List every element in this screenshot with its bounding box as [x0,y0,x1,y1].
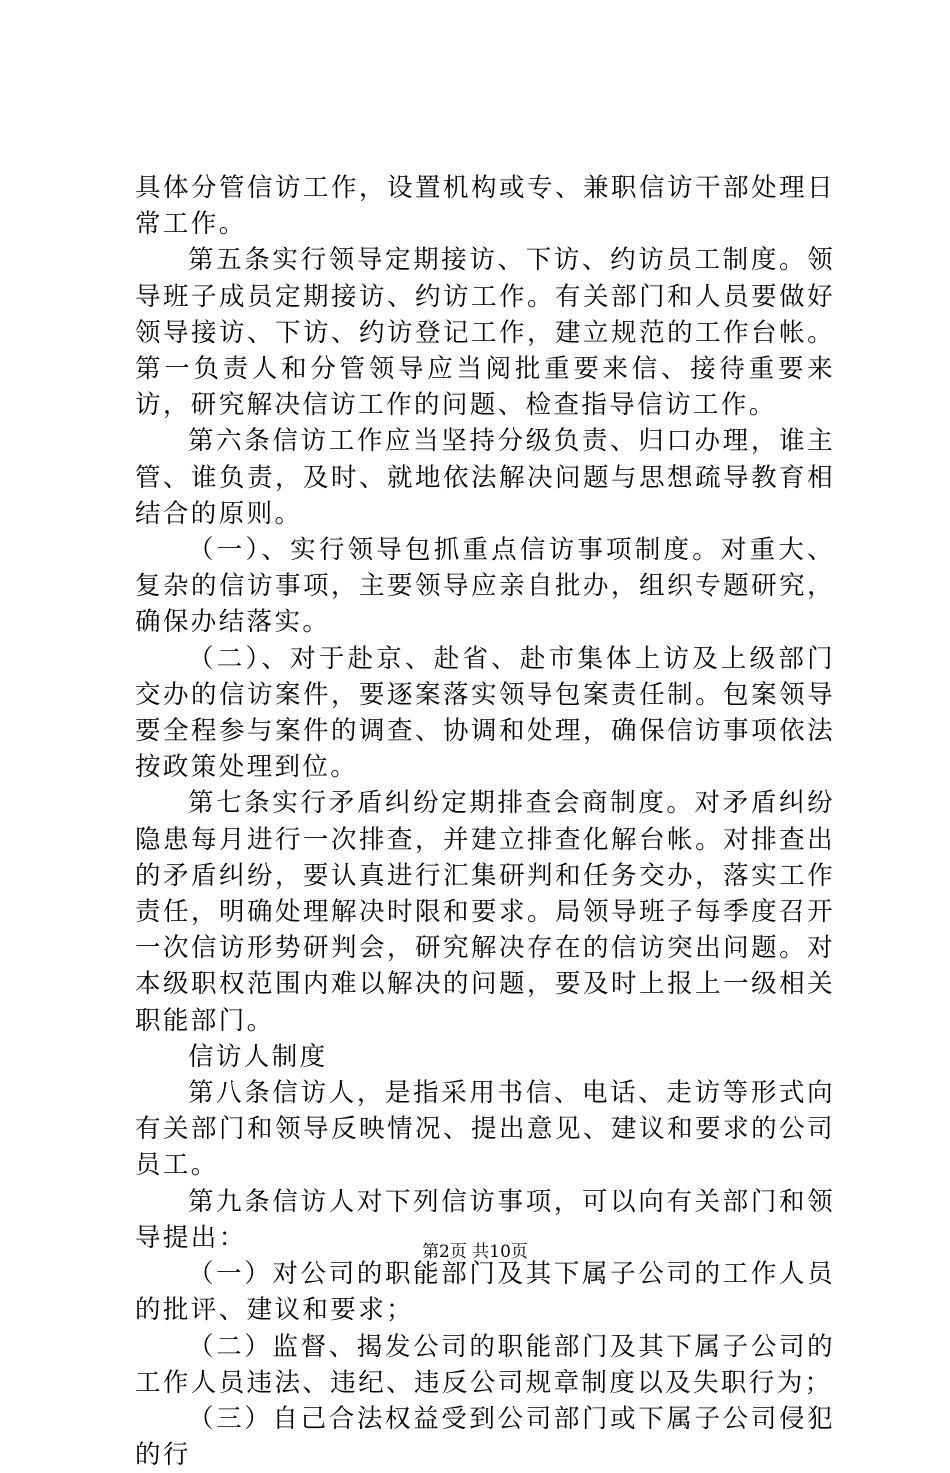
paragraph: 具体分管信访工作，设置机构或专、兼职信访干部处理日常工作。 [135,173,835,240]
section-heading: 信访人制度 [188,1041,328,1072]
paragraph: 第九条信访人对下列信访事项，可以向有关部门和领导提出： [135,1186,835,1253]
paragraph: （三）自己合法权益受到公司部门或下属子公司侵犯的行 [135,1403,835,1471]
paragraph: （二）监督、揭发公司的职能部门及其下属子公司的工作人员违法、违纪、违反公司规章制度以及失职行为； [135,1331,835,1398]
paragraph: 第七条实行矛盾纠纷定期排查会商制度。对矛盾纠纷隐患每月进行一次排查，并建立排查化解台帐。对排查出的矛盾纠纷，要认真进行汇集研判和任务交办，落实工作责任，明确处理解决时限和要求。局领导班子每季度召开一次信访形势研判会，研究解决存在的信访突出问题。对本级职权范围内难以解决的问题，要及时上报上一级相关职能部门。 [135,788,835,1036]
paragraph: （一）对公司的职能部门及其下属子公司的工作人员的批评、建议和要求； [135,1259,835,1326]
paragraph: 第五条实行领导定期接访、下访、约访员工制度。领导班子成员定期接访、约访工作。有关部门和人员要做好领导接访、下访、约访登记工作，建立规范的工作台帐。第一负责人和分管领导应当阅批重要来信、接待重要来访，研究解决信访工作的问题、检查指导信访工作。 [135,245,835,421]
page-number-footer: 第2页 共10页 [422,1242,528,1262]
paragraph: 第八条信访人，是指采用书信、电话、走访等形式向有关部门和领导反映情况、提出意见、建议和要求的公司员工。 [135,1078,835,1181]
paragraph: （一）、实行领导包抓重点信访事项制度。对重大、复杂的信访事项，主要领导应亲自批办，组织专题研究，确保办结落实。 [135,535,835,638]
document-body [135,170,835,1473]
paragraph: 第六条信访工作应当坚持分级负责、归口办理，谁主管、谁负责，及时、就地依法解决问题与思想疏导教育相结合的原则。 [135,426,835,529]
paragraph: （二）、对于赴京、赴省、赴市集体上访及上级部门交办的信访案件，要逐案落实领导包案责任制。包案领导要全程参与案件的调查、协调和处理，确保信访事项依法按政策处理到位。 [135,643,835,783]
